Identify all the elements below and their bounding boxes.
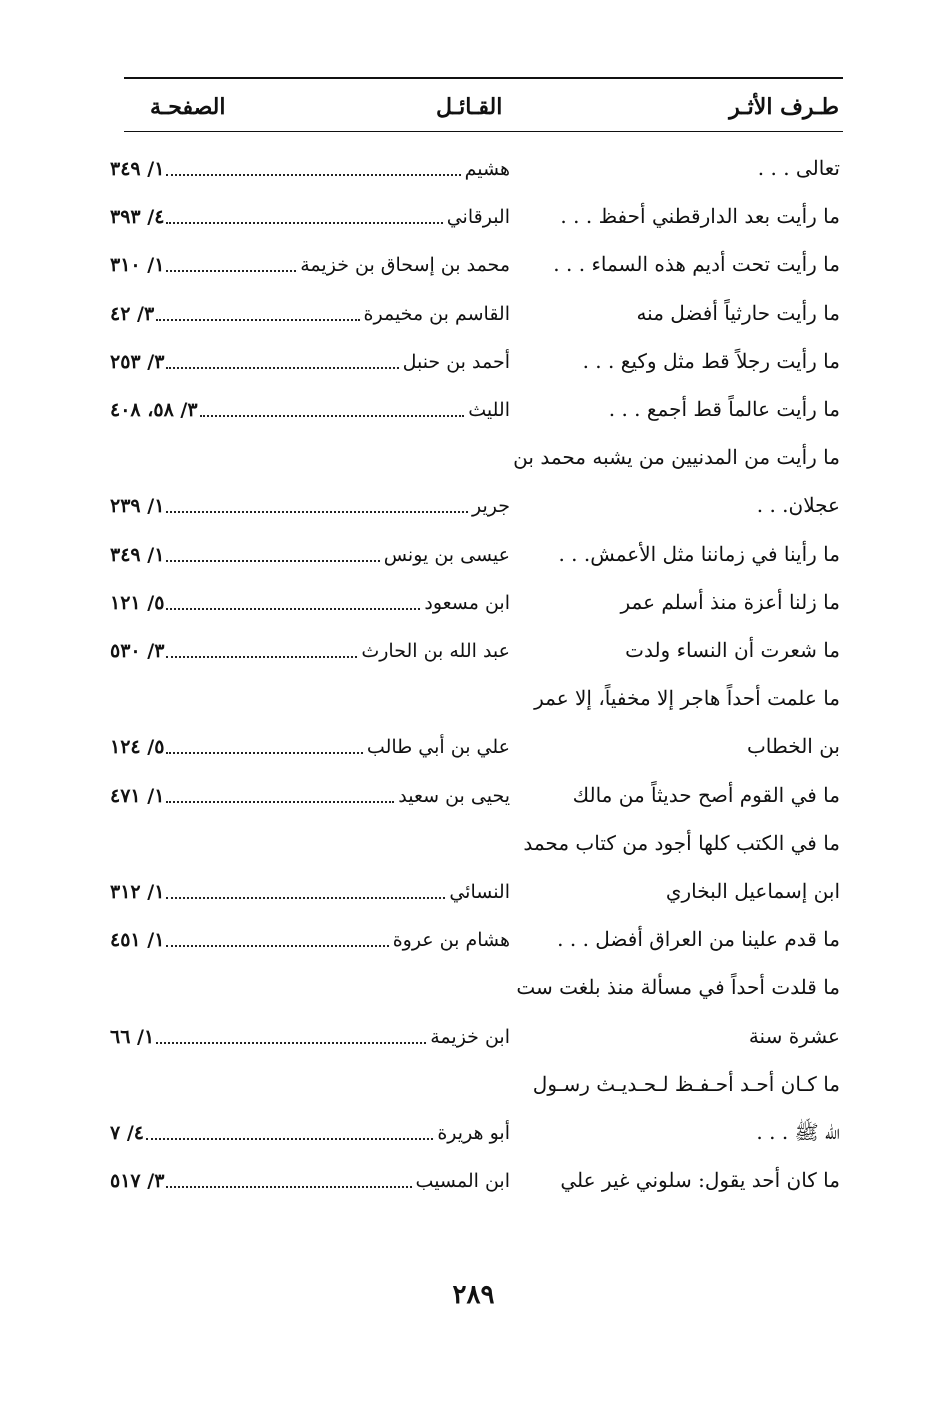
index-entry — [110, 1112, 840, 1152]
entry-page-ref: ١/ ٣١٠ — [110, 254, 165, 277]
dot-leader — [166, 174, 460, 176]
entry-speaker-cell — [110, 871, 510, 907]
index-entry — [110, 437, 840, 477]
entry-title: ما رأيت بعد الدارقطني أحفظ . . . — [560, 204, 840, 229]
dot-leader — [166, 367, 398, 369]
entry-speaker-cell — [110, 582, 510, 618]
entry-page-ref: ٣/ ٥١٧ — [110, 1170, 165, 1193]
index-entry — [110, 823, 840, 863]
entry-title: ما زلنا أعزة منذ أسلم عمر — [620, 589, 840, 614]
index-entry — [110, 630, 840, 670]
dot-leader — [166, 270, 296, 272]
column-header-athar: طـرف الأثـر — [729, 94, 839, 120]
index-entry — [110, 244, 840, 284]
entry-title: تعالى . . . — [757, 156, 840, 180]
entry-title: ما قدم علينا من العراق أفضل . . . — [557, 927, 840, 952]
entry-title: ما رأينا في زماننا مثل الأعمش. . . — [558, 541, 840, 566]
entry-page-ref: ١/ ٢٣٩ — [110, 495, 165, 518]
entry-title: ما رأيت من المدنيين من يشبه محمد بن — [513, 445, 840, 470]
index-entry — [110, 678, 840, 718]
index-entry — [110, 1016, 840, 1056]
column-header-page: الصفحـة — [150, 94, 226, 120]
entry-page-ref: ٤/ ٣٩٣ — [110, 206, 165, 229]
index-entry — [110, 341, 840, 381]
entry-speaker: ابن المسيب — [415, 1170, 510, 1193]
entry-speaker: هشام بن عروة — [392, 929, 510, 952]
column-header-qail: القـائـل — [436, 94, 503, 120]
entry-speaker-cell — [110, 919, 510, 955]
entry-speaker: يحيى بن سعيد — [398, 784, 510, 807]
entry-speaker: الليث — [468, 399, 510, 421]
dot-leader — [200, 415, 465, 417]
entry-speaker: أبو هريرة — [437, 1122, 510, 1144]
entry-page-ref: ١/ ٣١٢ — [110, 881, 165, 903]
entry-speaker-cell — [110, 1160, 510, 1196]
entry-title: ما في القوم أصح حديثاً من مالك — [572, 782, 840, 807]
dot-leader — [166, 752, 363, 754]
index-entry — [110, 1160, 840, 1200]
entry-page-ref: ١/ ٤٥١ — [110, 929, 165, 952]
entry-speaker: جرير — [472, 495, 510, 518]
index-entry — [110, 775, 840, 815]
entry-title: ما رأيت تحت أديم هذه السماء . . . — [553, 252, 840, 277]
entry-page-ref: ٣/ ٥٨، ٤٠٨ — [110, 399, 198, 421]
entry-page-ref: ٣/ ٥٣٠ — [110, 640, 165, 662]
entry-speaker: علي بن أبي طالب — [366, 736, 510, 759]
index-entry — [110, 871, 840, 911]
entry-title: عجلان. . . — [756, 493, 840, 518]
entry-speaker: النسائي — [449, 881, 510, 903]
entry-title: ما في الكتب كلها أجود من كتاب محمد — [523, 830, 840, 855]
entry-speaker-cell — [110, 389, 510, 425]
index-entry — [110, 485, 840, 525]
entry-speaker-cell — [110, 534, 510, 570]
header-rule — [124, 131, 843, 132]
entry-title: الله ﷺ . . . — [756, 1120, 840, 1144]
entry-speaker-cell — [110, 341, 510, 377]
dot-leader — [166, 656, 357, 658]
index-entry — [110, 967, 840, 1007]
entry-page-ref: ٥/ ١٢١ — [110, 591, 165, 614]
index-entry — [110, 148, 840, 188]
dot-leader — [166, 897, 445, 899]
dot-leader — [146, 1138, 433, 1140]
dot-leader — [166, 608, 420, 610]
entry-speaker-cell — [110, 775, 510, 811]
entry-page-ref: ١/ ٣٤٩ — [110, 158, 165, 180]
entry-speaker-cell — [110, 196, 510, 232]
entry-speaker: عيسى بن يونس — [383, 543, 510, 566]
entry-page-ref: ٥/ ١٢٤ — [110, 736, 165, 759]
entry-title: ما رأيت حارثياً أفضل منه — [636, 300, 840, 325]
entry-speaker-cell — [110, 244, 510, 280]
index-entry — [110, 293, 840, 333]
index-entry — [110, 582, 840, 622]
entry-title: ما شعرت أن النساء ولدت — [625, 638, 840, 662]
entry-speaker: هشيم — [464, 158, 510, 180]
entry-speaker: القاسم بن مخيمرة — [363, 302, 510, 325]
dot-leader — [166, 560, 379, 562]
entry-speaker: البرقاني — [446, 206, 510, 229]
entry-speaker-cell — [110, 293, 510, 329]
entry-page-ref: ١/ ٣٤٩ — [110, 543, 165, 566]
index-entry — [110, 534, 840, 574]
entry-speaker-cell — [110, 1016, 510, 1052]
entry-speaker: أحمد بن حنبل — [402, 350, 510, 373]
entry-page-ref: ٤/ ٧ — [110, 1122, 144, 1144]
entry-title: بن الخطاب — [746, 734, 840, 759]
dot-leader — [156, 1042, 426, 1044]
index-entry — [110, 389, 840, 429]
entry-speaker: محمد بن إسحاق بن خزيمة — [300, 254, 510, 277]
top-rule — [124, 77, 843, 79]
entry-speaker: عبد الله بن الحارث — [361, 640, 510, 662]
entry-title: ما قلدت أحداً في مسألة منذ بلغت ست — [516, 975, 840, 1000]
dot-leader — [166, 511, 468, 513]
entry-title: ابن إسماعيل البخاري — [665, 879, 840, 903]
entry-title: ما علمت أحداً هاجر إلا مخفياً، إلا عمر — [534, 686, 840, 711]
dot-leader — [156, 319, 359, 321]
entry-title: عشرة سنة — [748, 1023, 840, 1048]
entry-title: ما كـان أحـد أحـفـظ لـحـديـث رسـول — [532, 1071, 840, 1096]
entry-title: ما رأيت عالماً قط أجمع . . . — [608, 397, 840, 421]
entry-speaker-cell — [110, 630, 510, 666]
index-entry — [110, 726, 840, 766]
entry-speaker-cell — [110, 726, 510, 762]
dot-leader — [166, 801, 394, 803]
entry-speaker: ابن خزيمة — [430, 1025, 510, 1048]
entry-page-ref: ٣/ ٤٢ — [110, 302, 155, 325]
dot-leader — [166, 222, 442, 224]
index-entry — [110, 196, 840, 236]
entry-title: ما كان أحد يقول: سلوني غير علي — [560, 1168, 840, 1193]
entry-speaker: ابن مسعود — [424, 591, 510, 614]
entry-speaker-cell — [110, 148, 510, 184]
entry-speaker-cell — [110, 485, 510, 521]
index-entry — [110, 1064, 840, 1104]
dot-leader — [166, 1186, 411, 1188]
page-number: ٢٨٩ — [452, 1280, 495, 1310]
entry-page-ref: ٣/ ٢٥٣ — [110, 350, 165, 373]
entry-title: ما رأيت رجلاً قط مثل وكيع . . . — [582, 348, 840, 373]
entry-speaker-cell — [110, 1112, 510, 1148]
entry-page-ref: ١/ ٤٧١ — [110, 784, 165, 807]
dot-leader — [166, 945, 388, 947]
entry-page-ref: ١/ ٦٦ — [110, 1025, 155, 1048]
index-entry — [110, 919, 840, 959]
